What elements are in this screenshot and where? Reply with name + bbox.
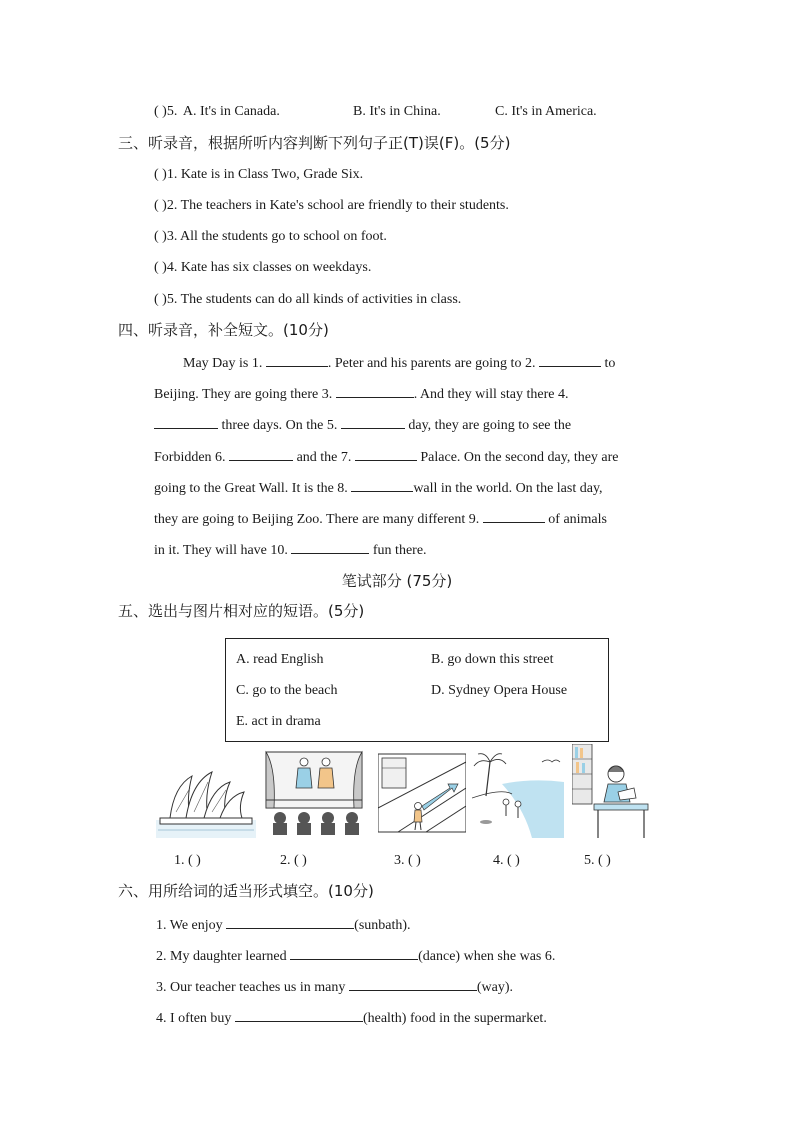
- tf-item-3[interactable]: ( )3. All the students go to school on foot.: [154, 229, 387, 244]
- picture-answer-1[interactable]: 1. ( ): [174, 853, 201, 868]
- fill-item-3: 3. Our teacher teaches us in many (way).: [156, 976, 513, 998]
- option-e: E. act in drama: [236, 714, 321, 729]
- fill-blank-3[interactable]: [349, 976, 477, 991]
- tf-item-4[interactable]: ( )4. Kate has six classes on weekdays.: [154, 260, 372, 275]
- option-b: B. It's in China.: [353, 104, 441, 119]
- picture-answer-5[interactable]: 5. ( ): [584, 853, 611, 868]
- fill-blank-4[interactable]: [235, 1007, 363, 1022]
- passage-line-6: they are going to Beijing Zoo. There are many different 9. of animals: [154, 508, 607, 530]
- picture-answer-2[interactable]: 2. ( ): [280, 853, 307, 868]
- section-6-title: 六、用所给词的适当形式填空。(10分): [118, 882, 374, 900]
- blank-6[interactable]: [229, 446, 293, 461]
- blank-8[interactable]: [351, 477, 413, 492]
- option-d: D. Sydney Opera House: [431, 683, 568, 698]
- option-b: B. go down this street: [431, 652, 554, 667]
- reading-girl-picture: [572, 744, 652, 840]
- blank-5[interactable]: [341, 414, 405, 429]
- blank-10[interactable]: [291, 539, 369, 554]
- section-3-title: 三、听录音，根据所听内容判断下列句子正(T)误(F)。(5分): [118, 134, 511, 152]
- passage-line-2: Beijing. They are going there 3. . And they will stay there 4.: [154, 383, 568, 405]
- blank-2[interactable]: [539, 352, 601, 367]
- option-a: A. It's in Canada.: [182, 104, 280, 119]
- written-section-title: 笔试部分 (75分): [341, 572, 453, 590]
- street-picture: [378, 748, 466, 838]
- passage-line-1: May Day is 1. . Peter and his parents are going to 2. to: [183, 352, 615, 374]
- passage-line-4: Forbidden 6. and the 7. Palace. On the second day, they are: [154, 446, 619, 468]
- listening-question-5: [154, 102, 597, 122]
- picture-answer-4[interactable]: 4. ( ): [493, 853, 520, 868]
- option-a: A. read English: [236, 652, 324, 667]
- option-c: C. It's in America.: [495, 104, 597, 119]
- picture-answer-3[interactable]: 3. ( ): [394, 853, 421, 868]
- passage-line-5: going to the Great Wall. It is the 8. wall in the world. On the last day,: [154, 477, 603, 499]
- opera-house-picture: [156, 748, 256, 838]
- fill-item-2: 2. My daughter learned (dance) when she was 6.: [156, 945, 555, 967]
- blank-3[interactable]: [336, 383, 414, 398]
- passage-line-3: three days. On the 5. day, they are going to see the: [154, 414, 571, 436]
- tf-item-1[interactable]: ( )1. Kate is in Class Two, Grade Six.: [154, 167, 364, 182]
- blank-7[interactable]: [355, 446, 417, 461]
- beach-picture: [472, 748, 564, 838]
- tf-item-5[interactable]: ( )5. The students can do all kinds of activities in class.: [154, 292, 462, 307]
- drama-stage-picture: [264, 748, 364, 838]
- fill-blank-2[interactable]: [290, 945, 418, 960]
- blank-9[interactable]: [483, 508, 545, 523]
- option-c: C. go to the beach: [236, 683, 338, 698]
- section-4-title: 四、听录音，补全短文。(10分): [118, 321, 329, 339]
- section-5-title: 五、选出与图片相对应的短语。(5分): [118, 602, 365, 620]
- fill-item-1: 1. We enjoy (sunbath).: [156, 914, 411, 936]
- fill-item-4: 4. I often buy (health) food in the supermarket.: [156, 1007, 547, 1029]
- passage-line-7: in it. They will have 10. fun there.: [154, 539, 427, 561]
- answer-paren[interactable]: ( )5.: [154, 104, 178, 119]
- tf-item-2[interactable]: ( )2. The teachers in Kate's school are friendly to their students.: [154, 198, 509, 213]
- blank-4[interactable]: [154, 414, 218, 429]
- options-box: [225, 638, 609, 742]
- fill-blank-1[interactable]: [226, 914, 354, 929]
- blank-1[interactable]: [266, 352, 328, 367]
